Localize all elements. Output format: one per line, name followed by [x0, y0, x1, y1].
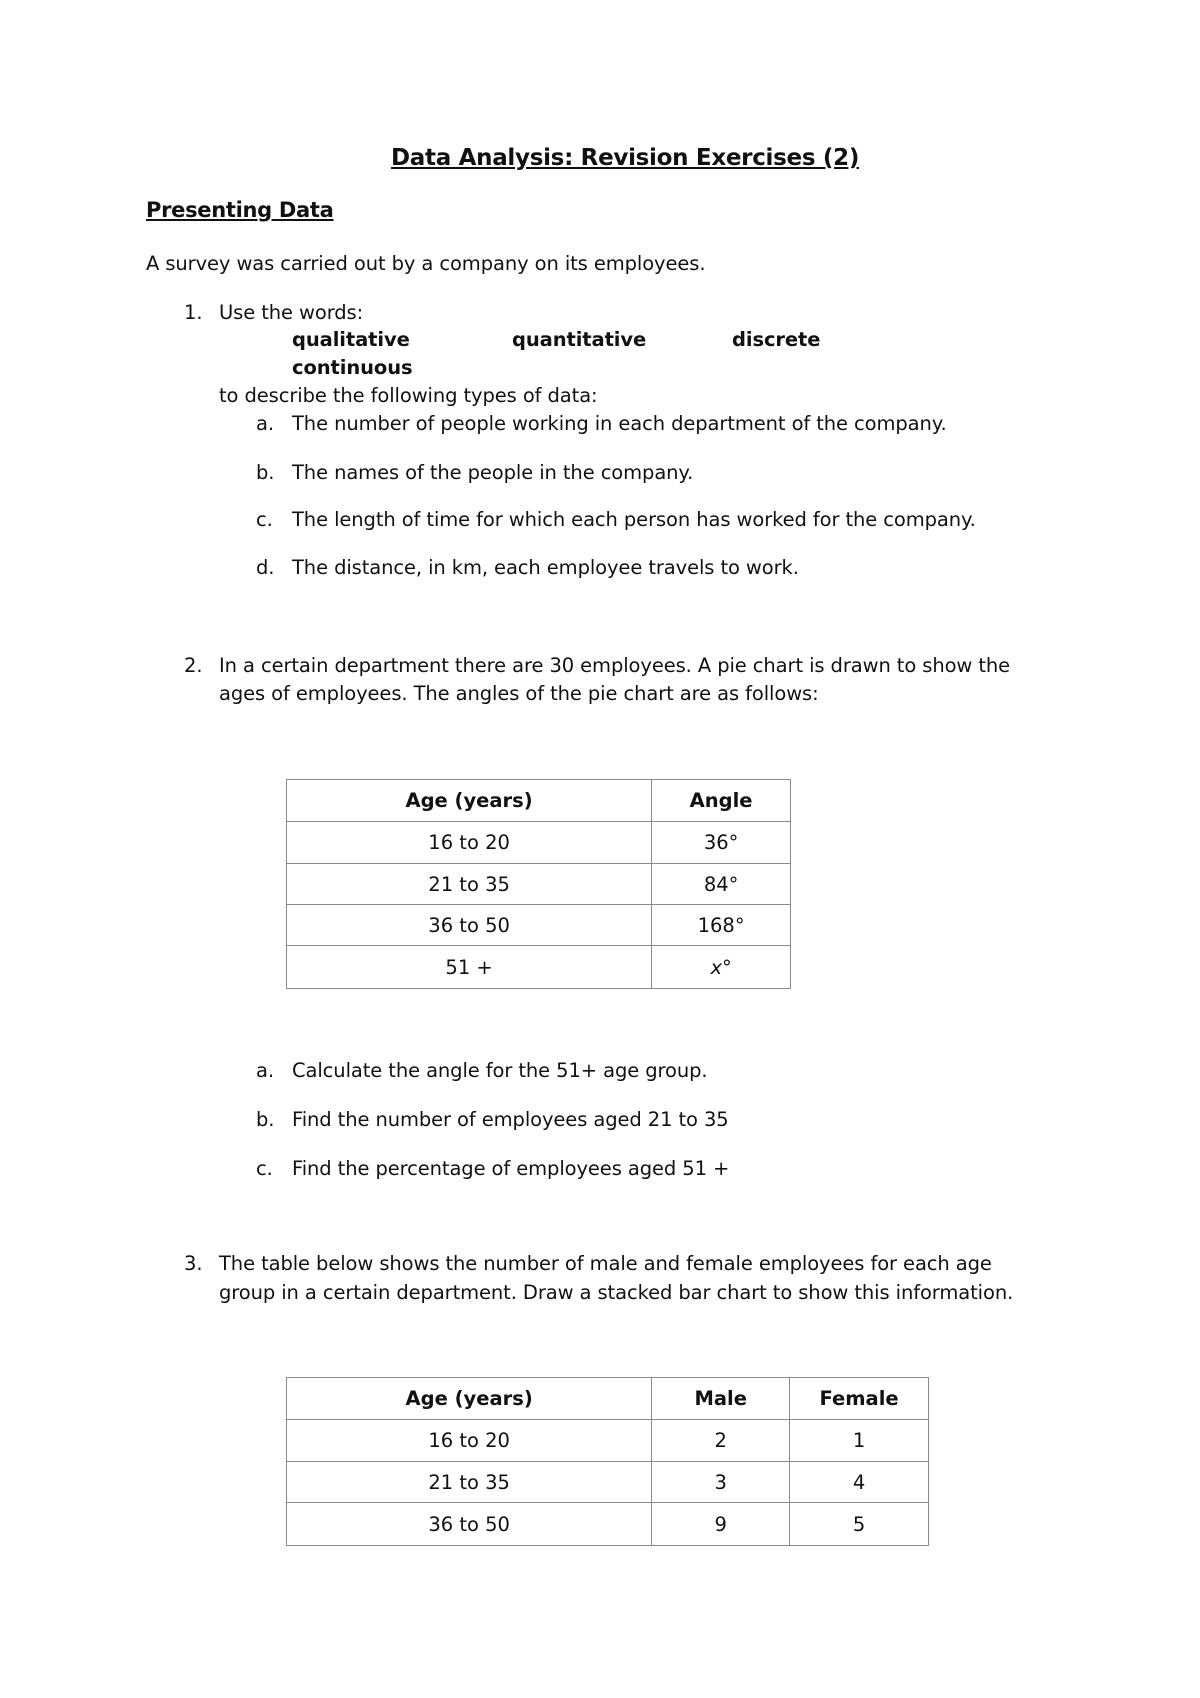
question-2-line2: ages of employees. The angles of the pie chart are as follows:: [219, 682, 819, 705]
question-1-number: 1.: [184, 301, 203, 324]
question-3-line1: The table below shows the number of male and female employees for each age: [219, 1252, 992, 1275]
section-heading: Presenting Data: [146, 198, 334, 222]
word-discrete: discrete: [732, 328, 821, 351]
angle-table-cell: 84°: [652, 864, 791, 905]
angle-table-cell: 21 to 35: [287, 864, 652, 905]
question-3-number: 3.: [184, 1252, 203, 1275]
gender-table-cell: 5: [790, 1503, 929, 1546]
angle-table-cell: 36°: [652, 822, 791, 864]
q1-item-b-text: The names of the people in the company.: [292, 461, 694, 484]
q2-item-a-label: a.: [256, 1059, 274, 1082]
gender-table-cell: 2: [652, 1420, 790, 1462]
angle-table-header-age: Age (years): [287, 780, 652, 822]
q1-item-c-label: c.: [256, 508, 273, 531]
q2-item-c-label: c.: [256, 1157, 273, 1180]
angle-table-cell: 51 +: [287, 946, 652, 989]
q2-item-c-text: Find the percentage of employees aged 51 +: [292, 1157, 730, 1180]
angle-table-cell: x°: [652, 946, 791, 989]
q1-item-d-label: d.: [256, 556, 275, 579]
gender-table-cell: 4: [790, 1462, 929, 1503]
question-3-line2: group in a certain department. Draw a stacked bar chart to show this information.: [219, 1281, 1014, 1304]
word-qualitative: qualitative: [292, 328, 410, 351]
angle-table-cell: 168°: [652, 905, 791, 946]
gender-table-cell: 3: [652, 1462, 790, 1503]
q1-item-d-text: The distance, in km, each employee travels to work.: [292, 556, 799, 579]
intro-text: A survey was carried out by a company on its employees.: [146, 252, 706, 275]
gender-table-header-female: Female: [790, 1378, 929, 1420]
q2-item-b-label: b.: [256, 1108, 275, 1131]
q1-item-b-label: b.: [256, 461, 275, 484]
gender-table-header-age: Age (years): [287, 1378, 652, 1420]
question-2-line1: In a certain department there are 30 employees. A pie chart is drawn to show the: [219, 654, 1011, 677]
gender-table-cell: 36 to 50: [287, 1503, 652, 1546]
gender-table-cell: 21 to 35: [287, 1462, 652, 1503]
gender-table-cell: 9: [652, 1503, 790, 1546]
question-1-lead: Use the words:: [219, 301, 364, 324]
question-1-follow: to describe the following types of data:: [219, 384, 598, 407]
page-title: Data Analysis: Revision Exercises (2): [391, 145, 860, 171]
q2-item-a-text: Calculate the angle for the 51+ age group.: [292, 1059, 708, 1082]
q1-item-a-label: a.: [256, 412, 274, 435]
angle-table-header-angle: Angle: [652, 780, 791, 822]
gender-table: [286, 1377, 929, 1546]
word-quantitative: quantitative: [512, 328, 647, 351]
gender-table-cell: 1: [790, 1420, 929, 1462]
q1-item-a-text: The number of people working in each department of the company.: [292, 412, 947, 435]
gender-table-header-male: Male: [652, 1378, 790, 1420]
q2-item-b-text: Find the number of employees aged 21 to 35: [292, 1108, 729, 1131]
gender-table-cell: 16 to 20: [287, 1420, 652, 1462]
word-continuous: continuous: [292, 356, 413, 379]
question-2-number: 2.: [184, 654, 203, 677]
angle-table-cell: 16 to 20: [287, 822, 652, 864]
q1-item-c-text: The length of time for which each person has worked for the company.: [292, 508, 976, 531]
angle-table-cell: 36 to 50: [287, 905, 652, 946]
angle-table: [286, 779, 791, 989]
